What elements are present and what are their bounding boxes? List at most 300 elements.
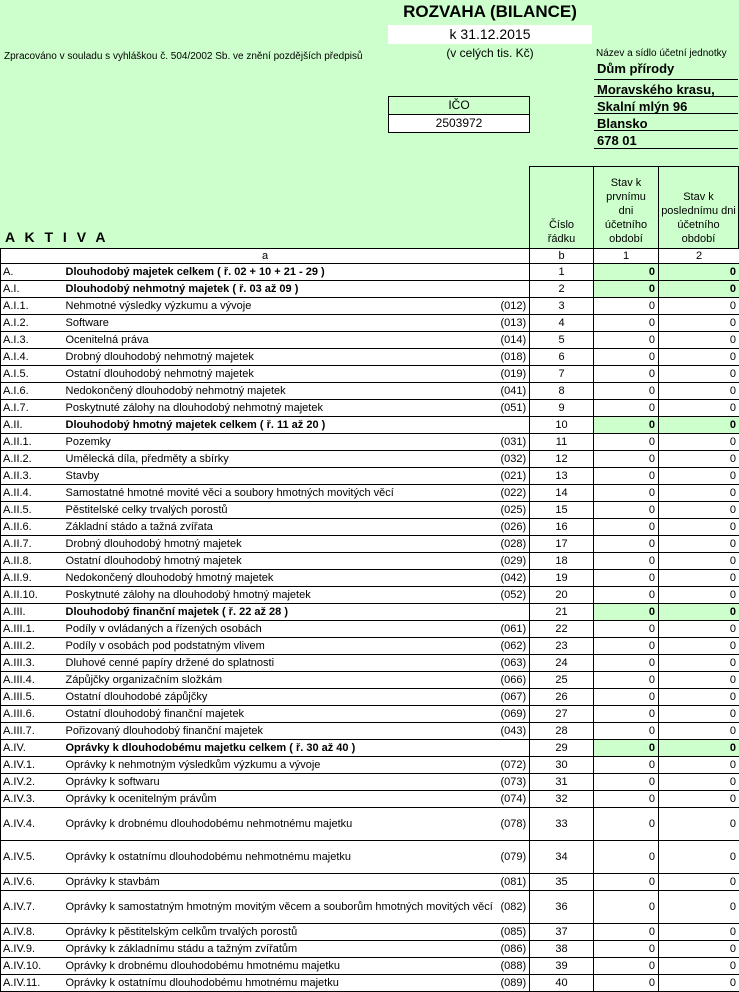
- table-row: [1, 757, 739, 774]
- row-value-first-day: 0: [594, 485, 659, 502]
- row-number: 8: [530, 383, 594, 400]
- row-name: Nedokončený dlouhodobý nehmotný majetek: [64, 383, 499, 400]
- row-code: A.IV.9.: [1, 941, 64, 958]
- row-account: [499, 417, 530, 434]
- row-account: (018): [499, 349, 530, 366]
- row-account: (041): [499, 383, 530, 400]
- entity-line: Blansko: [594, 113, 738, 132]
- row-name: Oprávky k základnímu stádu a tažným zvířatům: [64, 941, 499, 958]
- table-row: [1, 723, 739, 740]
- section-title: A K T I V A: [5, 229, 109, 245]
- row-value-first-day: 0: [594, 774, 659, 791]
- row-code: A.III.3.: [1, 655, 64, 672]
- row-name: Ostatní dlouhodobé zápůjčky: [64, 689, 499, 706]
- table-row: [1, 621, 739, 638]
- row-account: (052): [499, 587, 530, 604]
- row-value-first-day: 0: [594, 264, 659, 281]
- row-account: (019): [499, 366, 530, 383]
- row-code: A.IV.10.: [1, 958, 64, 975]
- row-value-first-day: 0: [594, 706, 659, 723]
- row-code: A.I.4.: [1, 349, 64, 366]
- row-value-last-day: 0: [659, 332, 739, 349]
- table-row: [1, 774, 739, 791]
- row-account: (085): [499, 924, 530, 941]
- row-code: A.II.7.: [1, 536, 64, 553]
- row-name: Dluhové cenné papíry držené do splatnosti: [64, 655, 499, 672]
- row-name: Podíly v osobách pod podstatným vlivem: [64, 638, 499, 655]
- row-number: 33: [530, 808, 594, 841]
- row-name: Dlouhodobý nehmotný majetek ( ř. 03 až 09 ): [64, 281, 499, 298]
- table-row: [1, 975, 739, 992]
- row-account: (073): [499, 774, 530, 791]
- row-value-first-day: 0: [594, 400, 659, 417]
- row-code: A.II.5.: [1, 502, 64, 519]
- row-value-first-day: 0: [594, 366, 659, 383]
- row-account: (031): [499, 434, 530, 451]
- row-value-first-day: 0: [594, 502, 659, 519]
- row-name: Dlouhodobý finanční majetek ( ř. 22 až 28 ): [64, 604, 499, 621]
- table-row: [1, 451, 739, 468]
- column-header-row-no: Číslo řádku: [529, 166, 593, 248]
- row-value-first-day: 0: [594, 975, 659, 992]
- row-number: 6: [530, 349, 594, 366]
- table-row: [1, 570, 739, 587]
- row-code: A.II.3.: [1, 468, 64, 485]
- row-value-first-day: 0: [594, 315, 659, 332]
- row-account: (072): [499, 757, 530, 774]
- row-account: (086): [499, 941, 530, 958]
- row-value-first-day: 0: [594, 941, 659, 958]
- row-account: (013): [499, 315, 530, 332]
- report-units: (v celých tis. Kč): [446, 46, 534, 60]
- row-code: A.IV.6.: [1, 874, 64, 891]
- table-row: [1, 587, 739, 604]
- table-row: [1, 536, 739, 553]
- row-number: 3: [530, 298, 594, 315]
- row-value-first-day: 0: [594, 757, 659, 774]
- row-code: A.II.2.: [1, 451, 64, 468]
- row-value-first-day: 0: [594, 874, 659, 891]
- row-code: A.III.5.: [1, 689, 64, 706]
- row-account: [499, 740, 530, 757]
- row-code: A.III.2.: [1, 638, 64, 655]
- law-note: Zpracováno v souladu s vyhláškou č. 504/2002 Sb. ve znění pozdějších předpisů: [4, 51, 363, 62]
- row-number: 2: [530, 281, 594, 298]
- row-name: Oprávky k ocenitelným právům: [64, 791, 499, 808]
- row-name: Oprávky k softwaru: [64, 774, 499, 791]
- row-value-last-day: 0: [659, 808, 739, 841]
- row-value-last-day: 0: [659, 723, 739, 740]
- row-value-first-day: 0: [594, 791, 659, 808]
- row-value-first-day: 0: [594, 924, 659, 941]
- row-code: A.IV.8.: [1, 924, 64, 941]
- row-value-last-day: 0: [659, 587, 739, 604]
- row-name: Nehmotné výsledky výzkumu a vývoje: [64, 298, 499, 315]
- row-number: 20: [530, 587, 594, 604]
- row-number: 38: [530, 941, 594, 958]
- row-value-last-day: 0: [659, 536, 739, 553]
- row-number: 9: [530, 400, 594, 417]
- table-row: [1, 706, 739, 723]
- row-account: (088): [499, 958, 530, 975]
- row-value-last-day: 0: [659, 655, 739, 672]
- column-letters-row: [1, 249, 739, 264]
- row-number: 30: [530, 757, 594, 774]
- row-name: Umělecká díla, předměty a sbírky: [64, 451, 499, 468]
- row-account: (074): [499, 791, 530, 808]
- row-code: A.II.8.: [1, 553, 64, 570]
- row-account: (067): [499, 689, 530, 706]
- row-name: Dlouhodobý majetek celkem ( ř. 02 + 10 + 21 - 29 ): [64, 264, 499, 281]
- letter-1: 1: [594, 249, 659, 264]
- row-value-last-day: 0: [659, 891, 739, 924]
- entity-line: 678 01: [594, 130, 738, 149]
- entity-line: Moravského krasu,: [594, 79, 738, 98]
- row-code: A.IV.4.: [1, 808, 64, 841]
- row-value-last-day: 0: [659, 298, 739, 315]
- row-account: [499, 604, 530, 621]
- row-number: 13: [530, 468, 594, 485]
- row-name: Podíly v ovládaných a řízených osobách: [64, 621, 499, 638]
- row-name: Zápůjčky organizačním složkám: [64, 672, 499, 689]
- table-row: [1, 383, 739, 400]
- row-number: 31: [530, 774, 594, 791]
- row-value-first-day: 0: [594, 808, 659, 841]
- row-number: 12: [530, 451, 594, 468]
- row-value-first-day: 0: [594, 536, 659, 553]
- row-value-last-day: 0: [659, 689, 739, 706]
- row-number: 10: [530, 417, 594, 434]
- row-value-first-day: 0: [594, 434, 659, 451]
- row-value-first-day: 0: [594, 298, 659, 315]
- row-number: 25: [530, 672, 594, 689]
- row-account: (028): [499, 536, 530, 553]
- row-value-first-day: 0: [594, 281, 659, 298]
- row-value-last-day: 0: [659, 451, 739, 468]
- row-number: 29: [530, 740, 594, 757]
- letter-2: 2: [659, 249, 739, 264]
- row-code: A.I.5.: [1, 366, 64, 383]
- row-value-first-day: 0: [594, 383, 659, 400]
- row-value-last-day: 0: [659, 264, 739, 281]
- row-name: Oprávky k samostatným hmotným movitým věcem a souborům hmotných movitých věcí: [64, 891, 499, 924]
- row-name: Oprávky k ostatnímu dlouhodobému nehmotnému majetku: [64, 841, 499, 874]
- table-row: [1, 366, 739, 383]
- row-value-last-day: 0: [659, 553, 739, 570]
- table-row: [1, 655, 739, 672]
- row-code: A.I.1.: [1, 298, 64, 315]
- row-name: Pěstitelské celky trvalých porostů: [64, 502, 499, 519]
- row-number: 1: [530, 264, 594, 281]
- row-value-first-day: 0: [594, 349, 659, 366]
- row-name: Oprávky k drobnému dlouhodobému hmotnému majetku: [64, 958, 499, 975]
- row-account: (079): [499, 841, 530, 874]
- row-code: A.I.3.: [1, 332, 64, 349]
- row-number: 32: [530, 791, 594, 808]
- row-account: (069): [499, 706, 530, 723]
- row-account: (063): [499, 655, 530, 672]
- row-value-first-day: 0: [594, 638, 659, 655]
- table-row: [1, 417, 739, 434]
- table-row: [1, 349, 739, 366]
- ico-label: IČO: [388, 96, 530, 114]
- table-row: [1, 808, 739, 841]
- row-code: A.: [1, 264, 64, 281]
- row-value-last-day: 0: [659, 975, 739, 992]
- table-row: [1, 958, 739, 975]
- row-value-last-day: 0: [659, 502, 739, 519]
- row-value-last-day: 0: [659, 281, 739, 298]
- row-value-last-day: 0: [659, 434, 739, 451]
- row-value-last-day: 0: [659, 924, 739, 941]
- row-name: Dlouhodobý hmotný majetek celkem ( ř. 11 až 20 ): [64, 417, 499, 434]
- row-code: A.I.6.: [1, 383, 64, 400]
- column-header-last-day: Stav k poslednímu dni účetního období: [658, 166, 739, 248]
- row-value-last-day: 0: [659, 706, 739, 723]
- row-code: A.III.7.: [1, 723, 64, 740]
- row-code: A.III.4.: [1, 672, 64, 689]
- row-number: 35: [530, 874, 594, 891]
- row-number: 39: [530, 958, 594, 975]
- row-number: 11: [530, 434, 594, 451]
- table-row: [1, 400, 739, 417]
- row-number: 4: [530, 315, 594, 332]
- row-number: 21: [530, 604, 594, 621]
- row-value-last-day: 0: [659, 468, 739, 485]
- row-name: Drobný dlouhodobý hmotný majetek: [64, 536, 499, 553]
- row-number: 5: [530, 332, 594, 349]
- table-row: [1, 485, 739, 502]
- row-value-first-day: 0: [594, 587, 659, 604]
- row-name: Oprávky k ostatnímu dlouhodobému hmotnému majetku: [64, 975, 499, 992]
- row-value-first-day: 0: [594, 468, 659, 485]
- row-value-last-day: 0: [659, 570, 739, 587]
- row-code: A.III.: [1, 604, 64, 621]
- row-code: A.IV.11.: [1, 975, 64, 992]
- row-value-first-day: 0: [594, 841, 659, 874]
- row-value-first-day: 0: [594, 655, 659, 672]
- row-account: (012): [499, 298, 530, 315]
- row-name: Ostatní dlouhodobý nehmotný majetek: [64, 366, 499, 383]
- row-account: (081): [499, 874, 530, 891]
- table-row: [1, 791, 739, 808]
- row-value-last-day: 0: [659, 604, 739, 621]
- row-number: 16: [530, 519, 594, 536]
- report-date: k 31.12.2015: [388, 25, 592, 44]
- table-row: [1, 924, 739, 941]
- row-code: A.IV.5.: [1, 841, 64, 874]
- row-number: 14: [530, 485, 594, 502]
- row-value-first-day: 0: [594, 672, 659, 689]
- row-value-last-day: 0: [659, 774, 739, 791]
- row-account: (089): [499, 975, 530, 992]
- row-number: 28: [530, 723, 594, 740]
- row-value-first-day: 0: [594, 553, 659, 570]
- row-value-last-day: 0: [659, 740, 739, 757]
- row-number: 37: [530, 924, 594, 941]
- row-value-last-day: 0: [659, 874, 739, 891]
- row-name: Pozemky: [64, 434, 499, 451]
- row-number: 27: [530, 706, 594, 723]
- table-row: [1, 638, 739, 655]
- row-value-first-day: 0: [594, 451, 659, 468]
- row-account: (029): [499, 553, 530, 570]
- row-value-first-day: 0: [594, 570, 659, 587]
- row-code: A.I.2.: [1, 315, 64, 332]
- row-number: 18: [530, 553, 594, 570]
- entity-line: Skalní mlýn 96: [594, 96, 738, 115]
- row-code: A.II.9.: [1, 570, 64, 587]
- table-row: [1, 315, 739, 332]
- row-number: 23: [530, 638, 594, 655]
- row-code: A.IV.3.: [1, 791, 64, 808]
- table-row: [1, 332, 739, 349]
- balance-table: [0, 248, 739, 992]
- row-account: (061): [499, 621, 530, 638]
- row-value-last-day: 0: [659, 519, 739, 536]
- row-value-first-day: 0: [594, 723, 659, 740]
- row-account: (043): [499, 723, 530, 740]
- row-number: 40: [530, 975, 594, 992]
- row-code: A.II.1.: [1, 434, 64, 451]
- row-value-last-day: 0: [659, 638, 739, 655]
- row-value-first-day: 0: [594, 689, 659, 706]
- row-name: Drobný dlouhodobý nehmotný majetek: [64, 349, 499, 366]
- row-code: A.II.6.: [1, 519, 64, 536]
- row-code: A.II.: [1, 417, 64, 434]
- row-account: [499, 281, 530, 298]
- row-account: (032): [499, 451, 530, 468]
- row-number: 36: [530, 891, 594, 924]
- report-title: ROZVAHA (BILANCE): [403, 2, 577, 21]
- row-account: (066): [499, 672, 530, 689]
- row-value-last-day: 0: [659, 400, 739, 417]
- table-row: [1, 468, 739, 485]
- row-code: A.IV.1.: [1, 757, 64, 774]
- row-value-last-day: 0: [659, 621, 739, 638]
- row-name: Oprávky k dlouhodobému majetku celkem ( ř. 30 až 40 ): [64, 740, 499, 757]
- row-value-last-day: 0: [659, 791, 739, 808]
- row-value-first-day: 0: [594, 604, 659, 621]
- column-header-first-day: Stav k prvnímu dni účetního období: [593, 166, 658, 248]
- entity-line: Dům přírody: [597, 61, 675, 76]
- row-value-last-day: 0: [659, 941, 739, 958]
- row-code: A.III.6.: [1, 706, 64, 723]
- row-code: A.II.4.: [1, 485, 64, 502]
- row-value-first-day: 0: [594, 891, 659, 924]
- row-number: 34: [530, 841, 594, 874]
- row-value-last-day: 0: [659, 417, 739, 434]
- row-value-first-day: 0: [594, 740, 659, 757]
- row-number: 26: [530, 689, 594, 706]
- row-value-last-day: 0: [659, 757, 739, 774]
- entity-label: Název a sídlo účetní jednotky: [596, 48, 727, 59]
- row-code: A.IV.7.: [1, 891, 64, 924]
- row-name: Oprávky k nehmotným výsledkům výzkumu a vývoje: [64, 757, 499, 774]
- row-name: Poskytnuté zálohy na dlouhodobý hmotný majetek: [64, 587, 499, 604]
- row-account: (062): [499, 638, 530, 655]
- table-row: [1, 740, 739, 757]
- row-name: Základní stádo a tažná zvířata: [64, 519, 499, 536]
- row-account: [499, 264, 530, 281]
- table-row: [1, 519, 739, 536]
- row-name: Ocenitelná práva: [64, 332, 499, 349]
- table-row: [1, 841, 739, 874]
- row-number: 15: [530, 502, 594, 519]
- table-row: [1, 502, 739, 519]
- row-value-first-day: 0: [594, 332, 659, 349]
- letter-a: a: [1, 249, 530, 264]
- row-name: Pořizovaný dlouhodobý finanční majetek: [64, 723, 499, 740]
- row-value-first-day: 0: [594, 519, 659, 536]
- row-name: Software: [64, 315, 499, 332]
- row-value-first-day: 0: [594, 621, 659, 638]
- row-code: A.II.10.: [1, 587, 64, 604]
- row-name: Ostatní dlouhodobý hmotný majetek: [64, 553, 499, 570]
- row-code: A.III.1.: [1, 621, 64, 638]
- row-account: (021): [499, 468, 530, 485]
- row-account: (042): [499, 570, 530, 587]
- row-account: (022): [499, 485, 530, 502]
- table-row: [1, 874, 739, 891]
- row-name: Stavby: [64, 468, 499, 485]
- table-row: [1, 264, 739, 281]
- table-row: [1, 553, 739, 570]
- table-row: [1, 281, 739, 298]
- ico-value: 2503972: [388, 114, 530, 133]
- row-value-first-day: 0: [594, 417, 659, 434]
- row-account: (082): [499, 891, 530, 924]
- row-number: 7: [530, 366, 594, 383]
- table-row: [1, 891, 739, 924]
- row-account: (026): [499, 519, 530, 536]
- row-value-last-day: 0: [659, 841, 739, 874]
- row-name: Ostatní dlouhodobý finanční majetek: [64, 706, 499, 723]
- row-name: Samostatné hmotné movité věci a soubory hmotných movitých věcí: [64, 485, 499, 502]
- table-row: [1, 434, 739, 451]
- row-value-last-day: 0: [659, 383, 739, 400]
- table-row: [1, 941, 739, 958]
- row-name: Oprávky k drobnému dlouhodobému nehmotnému majetku: [64, 808, 499, 841]
- row-code: A.IV.2.: [1, 774, 64, 791]
- row-code: A.IV.: [1, 740, 64, 757]
- row-account: (078): [499, 808, 530, 841]
- row-value-last-day: 0: [659, 366, 739, 383]
- row-account: (025): [499, 502, 530, 519]
- row-number: 19: [530, 570, 594, 587]
- row-number: 24: [530, 655, 594, 672]
- row-value-last-day: 0: [659, 958, 739, 975]
- row-value-last-day: 0: [659, 672, 739, 689]
- table-row: [1, 689, 739, 706]
- row-value-last-day: 0: [659, 315, 739, 332]
- row-account: (051): [499, 400, 530, 417]
- row-value-last-day: 0: [659, 485, 739, 502]
- row-name: Poskytnuté zálohy na dlouhodobý nehmotný majetek: [64, 400, 499, 417]
- row-code: A.I.: [1, 281, 64, 298]
- table-row: [1, 672, 739, 689]
- table-row: [1, 298, 739, 315]
- row-value-last-day: 0: [659, 349, 739, 366]
- table-row: [1, 604, 739, 621]
- row-number: 17: [530, 536, 594, 553]
- row-value-first-day: 0: [594, 958, 659, 975]
- row-name: Nedokončený dlouhodobý hmotný majetek: [64, 570, 499, 587]
- row-name: Oprávky k stavbám: [64, 874, 499, 891]
- row-number: 22: [530, 621, 594, 638]
- letter-b: b: [530, 249, 594, 264]
- row-code: A.I.7.: [1, 400, 64, 417]
